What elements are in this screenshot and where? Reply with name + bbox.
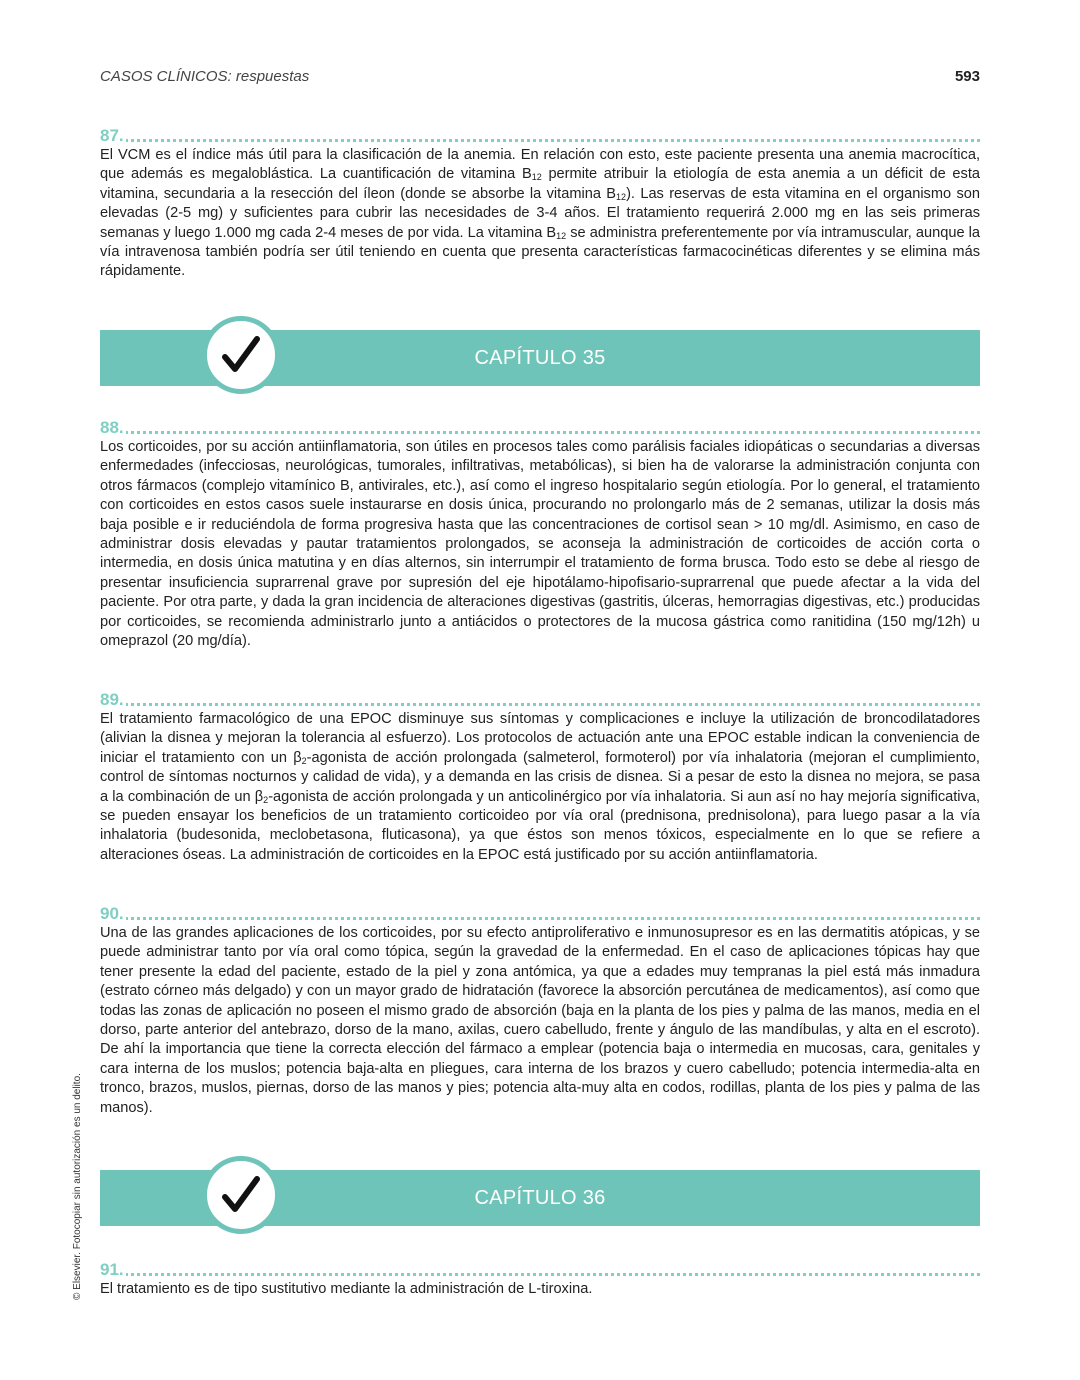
copyright-note: © Elsevier. Fotocopiar sin autorización es un delito.: [72, 1073, 83, 1300]
chapter-35-banner: [100, 330, 980, 386]
answer-text-segment: -agonista de acción prolongada y un anticolinérgico por vía inhalatoria. Si aun así no hay mejoría significativa, se pueden ensayar los beneficios de un tratamiento corticoideo por vía oral (prednisona, prednisolona), para luego pasar a la vía inhalatoria (budesonida, meclobetasona, fluticasona), ya que éstos son menos tóxicos, especialmente en lo que se refiere a alteraciones óseas. La administración de corticoides en la EPOC está justificado por su acción antiinflamatoria.: [100, 788, 981, 863]
answer-90-heading: [100, 904, 980, 924]
page-number: 593: [954, 68, 980, 85]
subscript: 2: [301, 755, 307, 766]
subscript: 2: [263, 794, 269, 805]
answer-90: [100, 904, 980, 1118]
answer-number: 88.: [100, 418, 124, 437]
chapter-title: CAPÍTULO 35: [474, 347, 606, 369]
answer-text-segment: se administra preferentemente por vía intramuscular, aunque la vía intravenosa también podría ser útil teniendo en cuenta que presenta características farmacocinéticas diferentes y se elimina más rápidamente.: [100, 224, 981, 280]
chapter-title: CAPÍTULO 36: [474, 1187, 606, 1209]
answer-text-segment: El VCM es el índice más útil para la clasificación de la anemia. En relación con esto, este paciente presenta una anemia macrocítica, que además es megaloblástica. La cuantificación de vitamina B: [100, 147, 980, 183]
answer-number: 90.: [100, 904, 124, 923]
dotted-leader: [100, 703, 980, 706]
subscript: 12: [556, 230, 567, 241]
answer-number: 89.: [100, 690, 124, 709]
answer-91-heading: [100, 1260, 980, 1280]
answer-89-text: [100, 710, 980, 865]
dotted-leader: [100, 1273, 980, 1276]
answer-number: 91.: [100, 1260, 124, 1279]
answer-91-text: El tratamiento es de tipo sustitutivo mediante la administración de L-tiroxina.: [100, 1281, 593, 1297]
answer-90-text: Una de las grandes aplicaciones de los corticoides, por su efecto antiproliferativo e inmunosupresor es en las dermatitis atópicas, y se puede administrar tanto por vía oral como tópica, según la gravedad de la enfermedad. En el caso de aplicaciones tópicas hay que tener presente la edad del paciente, estado de la piel y zona antómica, ya que a edades muy tempranas la piel está más inmadura (estrato córneo más delgado) y con un mayor grado de hidratación (favorece la absorción percutánea de medicamentos), así como que todas las zonas de aplicación no poseen el mismo grado de absorción (baja en la planta de los pies y palma de las manos, media en el dorso, parte anterior del antebrazo, dorso de la mano, axilas, cuero cabelludo, frente y ángulo de las mandíbulas, y alta en el escroto). De ahí la importancia que tiene la correcta elección del fármaco a emplear (potencia baja o intermedia en mucosas, cara, genitales y cara interna de los muslos; potencia baja-alta en pliegues, cara interna de los brazos y cuero cabelludo; potencia intermedia-alta en tronco, brazos, muslos, piernas, dorso de las manos y pies; potencia alta-muy alta en codos, rodillas, planta de los pies y palma de las manos).: [100, 925, 980, 1116]
answer-text-segment: El tratamiento farmacológico de una EPOC disminuye sus síntomas y complicaciones e incluye la utilización de broncodilatadores (alivian la disnea y mejoran la tolerancia al esfuerzo). Los protocolos de actuación ante una EPOC estable indican la conveniencia de iniciar el tratamiento con un β: [100, 711, 980, 766]
answer-text-segment: ). Las reservas de esta vitamina en el organismo son elevadas (2-5 mg) y suficientes para cubrir las necesidades de 3-4 años. El tratamiento requerirá 2.000 mg en las seis primeras semanas y luego 1.000 mg cada 2-4 meses de por vida. La vitamina B: [100, 185, 981, 241]
answer-87-text: [100, 146, 980, 282]
answer-88: [100, 418, 980, 651]
answer-91: [100, 1260, 980, 1299]
answer-88-text: Los corticoides, por su acción antiinflamatoria, son útiles en procesos tales como parálisis faciales idiopáticas o secundarias a diversas enfermedades (infecciosas, neurológicas, tumorales, infiltrativas, metabólicas), si bien ha de valorarse la administración conjunta con otros fármacos (complejo vitamínico B, antivirales, etc.), así como el ingreso hospitalario según etiología. Por lo general, el tratamiento con corticoides en estos casos suele instaurarse en dosis única, procurando no prolongarlo más de 2 semanas, utilizar la dosis más baja posible e ir reduciéndola de forma progresiva hasta que las concentraciones de cortisol sean > 10 mg/dl. Asimismo, en caso de administrar dosis elevadas y pautar tratamientos prolongados, se aconseja la administración de corticoides de acción corta o intermedia, en dosis única matutina y en días alternos, sin interrumpir el tratamiento de forma brusca. Todo esto se debe al riesgo de presentar insuficiencia suprarrenal grave por supresión del eje hipotálamo-hipofisario-suprarrenal que puede afectar a la vida del paciente. Por otra parte, y dada la gran incidencia de alteraciones digestivas (gastritis, úlceras, hemorragias digestivas, etc.) producidas por corticoides, se recomienda administrarlo junto a antiácidos o protectores de la mucosa gástrica como ranitidina (150 mg/12h) u omeprazol (20 mg/día).: [100, 439, 980, 650]
dotted-leader: [100, 139, 980, 142]
answer-text-segment: -agonista de acción prolongada (salmeterol, formoterol) por vía inhalatoria (mejoran el cumplimiento, control de síntomas nocturnos y calidad de vida), y a demanda en las crisis de disnea. Si a pesar de esto la disnea no mejora, se pasa a la combinación de un β: [100, 749, 980, 805]
answer-87: [100, 126, 980, 282]
answer-text-segment: permite atribuir la etiología de esta anemia a un déficit de esta vitamina, secundaria a la resección del íleon (donde se absorbe la vitamina B: [100, 166, 980, 202]
answer-88-heading: [100, 418, 980, 438]
dotted-leader: [100, 431, 980, 434]
dotted-leader: [100, 917, 980, 920]
subscript: 12: [531, 172, 542, 183]
answer-number: 87.: [100, 126, 124, 145]
answer-87-heading: [100, 126, 980, 146]
running-head: [100, 68, 980, 90]
subscript: 12: [616, 191, 627, 202]
answer-89-heading: [100, 690, 980, 710]
chapter-36-banner: [100, 1170, 980, 1226]
running-head-title: CASOS CLÍNICOS: respuestas: [100, 68, 310, 85]
answer-89: [100, 690, 980, 865]
